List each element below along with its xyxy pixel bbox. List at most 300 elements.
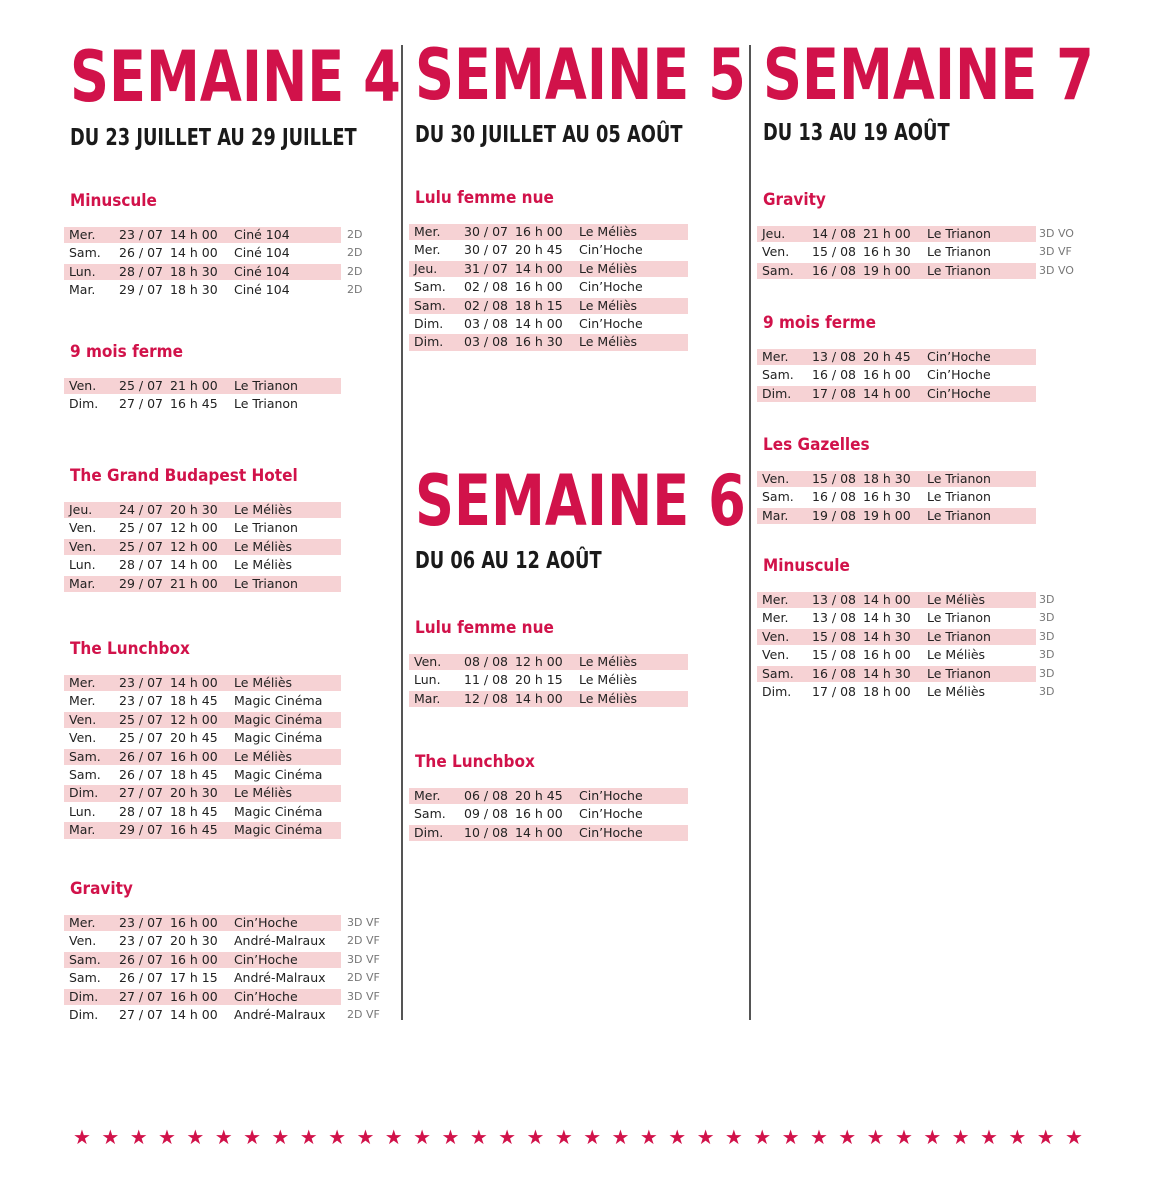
showtime-row	[409, 223, 748, 241]
showtime-date: 29 / 07	[119, 575, 163, 591]
week-date-range: DU 30 JUILLET AU 05 AOÛT	[415, 122, 683, 148]
showtime-time: 16 h 00	[863, 367, 911, 383]
showtime-time: 20 h 45	[515, 242, 563, 258]
showtime-venue: Le Trianon	[234, 396, 298, 412]
showtime-venue: Le Méliès	[234, 748, 293, 764]
showtime-time: 16 h 00	[170, 915, 218, 930]
showtime-time: 21 h 00	[170, 575, 218, 591]
showtime-day: Mer.	[69, 227, 96, 242]
showtime-day: Sam.	[414, 279, 446, 295]
showtime-list	[409, 223, 748, 352]
showtime-time: 20 h 30	[170, 502, 218, 517]
week-date-range: DU 13 AU 19 AOÛT	[763, 120, 950, 146]
showtime-time: 16 h 45	[170, 396, 218, 412]
showtime-venue: Cin’Hoche	[579, 315, 643, 331]
showtime-time: 14 h 00	[863, 592, 911, 607]
film-title: Gravity	[763, 190, 826, 210]
showtime-date: 16 / 08	[812, 262, 856, 278]
showtime-time: 14 h 30	[863, 665, 911, 681]
showtime-time: 14 h 00	[170, 675, 218, 690]
showtime-venue: Ciné 104	[234, 263, 290, 279]
showtime-format: 2D VF	[347, 1007, 380, 1021]
showtime-venue: Magic Cinéma	[234, 822, 323, 838]
showtime-date: 23 / 07	[119, 227, 163, 242]
showtime-time: 16 h 30	[863, 489, 911, 505]
showtime-time: 14 h 00	[170, 227, 218, 242]
star-icon: ★	[639, 1125, 658, 1149]
week-title: SEMAINE 7	[763, 34, 1094, 116]
star-icon: ★	[498, 1125, 517, 1149]
showtime-row	[64, 226, 401, 244]
showtime-day: Ven.	[762, 471, 790, 486]
star-icon: ★	[696, 1125, 715, 1149]
showtime-day: Sam.	[69, 951, 101, 967]
showtime-day: Lun.	[69, 557, 96, 573]
showtime-row	[409, 315, 748, 333]
showtime-venue: Le Trianon	[927, 507, 991, 523]
star-icon: ★	[441, 1125, 460, 1149]
showtime-time: 16 h 00	[170, 988, 218, 1004]
showtime-day: Mar.	[414, 690, 441, 706]
showtime-day: Mar.	[762, 507, 789, 523]
showtime-day: Sam.	[69, 766, 101, 782]
showtime-venue: Cin’Hoche	[579, 788, 643, 803]
showtime-date: 25 / 07	[119, 711, 163, 727]
showtime-row	[64, 674, 401, 692]
showtime-day: Ven.	[69, 378, 97, 393]
showtime-list	[757, 225, 1096, 280]
showtime-format: 3D VF	[347, 916, 380, 929]
showtime-date: 23 / 07	[119, 915, 163, 930]
showtime-day: Ven.	[69, 711, 97, 727]
showtime-time: 12 h 00	[515, 654, 563, 669]
showtime-row	[757, 488, 1096, 506]
showtime-row	[757, 470, 1096, 488]
showtime-day: Sam.	[762, 665, 794, 681]
showtime-time: 18 h 30	[863, 471, 911, 486]
film-title: Minuscule	[70, 191, 157, 211]
showtime-venue: Cin’Hoche	[234, 915, 298, 930]
showtime-venue: Le Méliès	[234, 785, 293, 801]
showtime-format: 3D	[1039, 593, 1055, 606]
showtime-venue: Le Méliès	[234, 675, 293, 690]
showtime-time: 18 h 00	[863, 683, 911, 699]
showtime-date: 23 / 07	[119, 693, 163, 709]
star-icon: ★	[554, 1125, 573, 1149]
showtime-day: Lun.	[414, 672, 441, 688]
showtime-row	[757, 683, 1096, 701]
showtime-time: 20 h 30	[170, 785, 218, 801]
showtime-time: 14 h 30	[863, 628, 911, 644]
week-title: SEMAINE 4	[70, 36, 401, 118]
star-icon: ★	[73, 1125, 91, 1149]
showtime-time: 16 h 30	[515, 334, 563, 350]
showtime-date: 25 / 07	[119, 378, 163, 393]
showtime-day: Sam.	[69, 748, 101, 764]
showtime-time: 19 h 00	[863, 507, 911, 523]
film-title: 9 mois ferme	[70, 342, 183, 362]
showtime-venue: Le Trianon	[927, 665, 991, 681]
column-divider-1	[401, 45, 403, 1020]
showtime-time: 14 h 00	[863, 385, 911, 401]
showtime-venue: Le Trianon	[927, 471, 991, 486]
showtime-format: 2D	[347, 228, 363, 241]
showtime-list	[64, 501, 401, 593]
showtime-row	[757, 665, 1096, 683]
showtime-date: 30 / 07	[464, 242, 508, 258]
showtime-time: 20 h 45	[863, 349, 911, 364]
showtime-list	[64, 377, 401, 414]
showtime-date: 27 / 07	[119, 396, 163, 412]
star-icon: ★	[328, 1125, 347, 1149]
showtime-date: 30 / 07	[464, 224, 508, 239]
showtime-row	[757, 348, 1096, 366]
showtime-row	[409, 278, 748, 296]
showtime-time: 17 h 15	[170, 970, 218, 986]
showtime-row	[757, 628, 1096, 646]
showtime-date: 15 / 08	[812, 647, 856, 663]
showtime-day: Mer.	[414, 242, 441, 258]
showtime-time: 12 h 00	[170, 538, 218, 554]
showtime-day: Jeu.	[762, 226, 786, 241]
showtime-time: 19 h 00	[863, 262, 911, 278]
showtime-venue: Le Méliès	[234, 502, 293, 517]
showtime-date: 27 / 07	[119, 785, 163, 801]
showtime-format: 3D VF	[347, 952, 380, 966]
film-title: Les Gazelles	[763, 435, 870, 455]
showtime-row	[64, 803, 401, 821]
showtime-date: 11 / 08	[464, 672, 508, 688]
showtime-time: 18 h 45	[170, 766, 218, 782]
showtime-date: 25 / 07	[119, 730, 163, 746]
showtime-venue: Le Méliès	[234, 538, 293, 554]
showtime-venue: Le Méliès	[579, 260, 638, 276]
showtime-date: 27 / 07	[119, 988, 163, 1004]
showtime-row	[757, 262, 1096, 280]
showtime-row	[64, 748, 401, 766]
showtime-venue: Le Méliès	[579, 297, 638, 313]
showtime-day: Sam.	[762, 262, 794, 278]
star-divider	[73, 1127, 1083, 1147]
showtime-row	[757, 591, 1096, 609]
showtime-day: Lun.	[69, 263, 96, 279]
showtime-day: Sam.	[762, 367, 794, 383]
star-icon: ★	[413, 1125, 432, 1149]
showtime-row	[757, 507, 1096, 525]
showtime-date: 26 / 07	[119, 766, 163, 782]
showtime-row	[757, 385, 1096, 403]
showtime-venue: Ciné 104	[234, 227, 290, 242]
star-icon: ★	[668, 1125, 687, 1149]
showtime-row	[757, 609, 1096, 627]
showtime-time: 14 h 00	[170, 557, 218, 573]
showtime-row	[64, 932, 401, 950]
film-title: Lulu femme nue	[415, 618, 554, 638]
showtime-list	[64, 914, 401, 1024]
showtime-row	[64, 711, 401, 729]
showtime-time: 12 h 00	[170, 520, 218, 536]
showtime-date: 14 / 08	[812, 226, 856, 241]
showtime-time: 16 h 00	[863, 647, 911, 663]
showtime-venue: Cin’Hoche	[927, 349, 991, 364]
star-icon: ★	[781, 1125, 800, 1149]
showtime-day: Ven.	[69, 730, 97, 746]
showtime-time: 14 h 00	[170, 245, 218, 261]
showtime-day: Sam.	[69, 245, 101, 261]
showtime-date: 26 / 07	[119, 245, 163, 261]
showtime-format: 2D	[347, 264, 363, 278]
showtime-row	[64, 766, 401, 784]
showtime-time: 20 h 15	[515, 672, 563, 688]
showtime-venue: Le Méliès	[579, 672, 638, 688]
showtime-day: Dim.	[414, 334, 444, 350]
showtime-time: 18 h 30	[170, 282, 218, 298]
showtime-day: Ven.	[414, 654, 442, 669]
star-icon: ★	[724, 1125, 743, 1149]
showtime-day: Ven.	[762, 244, 790, 260]
star-icon: ★	[243, 1125, 261, 1149]
showtime-venue: Le Trianon	[927, 244, 991, 260]
showtime-time: 18 h 15	[515, 297, 563, 313]
showtime-row	[409, 297, 748, 315]
star-icon: ★	[951, 1125, 970, 1149]
showtime-format: 3D	[1039, 648, 1055, 662]
star-icon: ★	[158, 1125, 176, 1149]
showtime-day: Mer.	[762, 592, 789, 607]
showtime-venue: Le Méliès	[927, 647, 986, 663]
showtime-day: Ven.	[762, 628, 790, 644]
showtime-time: 18 h 45	[170, 693, 218, 709]
showtime-venue: Ciné 104	[234, 245, 290, 261]
star-icon: ★	[356, 1125, 375, 1149]
showtime-time: 14 h 00	[170, 1006, 218, 1022]
showtime-venue: Le Méliès	[927, 592, 986, 607]
showtime-date: 08 / 08	[464, 654, 508, 669]
showtime-time: 16 h 00	[170, 951, 218, 967]
showtime-venue: Le Méliès	[579, 224, 638, 239]
showtime-time: 14 h 00	[515, 824, 563, 840]
showtime-date: 26 / 07	[119, 970, 163, 986]
star-icon: ★	[129, 1125, 148, 1149]
showtime-day: Dim.	[69, 785, 99, 801]
showtime-list	[757, 591, 1096, 701]
showtime-row	[409, 241, 748, 259]
showtime-date: 16 / 08	[812, 367, 856, 383]
showtime-date: 15 / 08	[812, 628, 856, 644]
film-title: Minuscule	[763, 556, 850, 576]
showtime-date: 02 / 08	[464, 279, 508, 295]
showtime-time: 18 h 30	[170, 263, 218, 279]
showtime-date: 13 / 08	[812, 592, 856, 607]
showtime-row	[409, 690, 748, 708]
showtime-day: Dim.	[414, 824, 444, 840]
column-divider-2	[749, 45, 751, 1020]
showtime-time: 14 h 30	[863, 610, 911, 626]
film-title: Gravity	[70, 879, 133, 899]
star-icon: ★	[101, 1125, 120, 1149]
showtime-date: 10 / 08	[464, 824, 508, 840]
showtime-date: 26 / 07	[119, 748, 163, 764]
showtime-day: Ven.	[762, 647, 790, 663]
showtime-day: Mar.	[69, 822, 96, 838]
showtime-row	[64, 969, 401, 987]
showtime-day: Dim.	[762, 385, 792, 401]
showtime-venue: Le Trianon	[927, 226, 991, 241]
showtime-date: 12 / 08	[464, 690, 508, 706]
showtime-day: Mar.	[69, 575, 96, 591]
showtime-time: 16 h 30	[863, 244, 911, 260]
star-icon: ★	[980, 1125, 998, 1149]
showtime-format: 3D VF	[1039, 245, 1072, 259]
showtime-row	[64, 263, 401, 281]
showtime-day: Ven.	[69, 520, 97, 536]
star-icon: ★	[866, 1125, 885, 1149]
showtime-list	[409, 653, 748, 708]
showtime-row	[64, 821, 401, 839]
showtime-format: 2D	[347, 283, 363, 297]
showtime-date: 27 / 07	[119, 1006, 163, 1022]
showtime-day: Dim.	[762, 683, 792, 699]
showtime-format: 2D VF	[347, 934, 380, 948]
showtime-day: Mer.	[414, 224, 441, 239]
showtime-venue: Cin’Hoche	[579, 279, 643, 295]
showtime-date: 13 / 08	[812, 610, 856, 626]
showtime-row	[64, 395, 401, 413]
showtime-date: 16 / 08	[812, 489, 856, 505]
showtime-venue: André-Malraux	[234, 1006, 326, 1022]
showtime-format: 3D	[1039, 684, 1055, 698]
showtime-venue: Le Méliès	[927, 683, 986, 699]
showtime-date: 19 / 08	[812, 507, 856, 523]
showtime-date: 25 / 07	[119, 520, 163, 536]
showtime-venue: André-Malraux	[234, 970, 326, 986]
showtime-date: 17 / 08	[812, 683, 856, 699]
showtime-day: Ven.	[69, 933, 97, 949]
showtime-venue: Cin’Hoche	[927, 385, 991, 401]
showtime-format: 2D	[347, 246, 363, 260]
showtime-row	[409, 787, 748, 805]
showtime-venue: Magic Cinéma	[234, 803, 323, 819]
showtime-date: 31 / 07	[464, 260, 508, 276]
star-icon: ★	[469, 1125, 488, 1149]
showtime-row	[64, 377, 401, 395]
showtime-date: 17 / 08	[812, 385, 856, 401]
showtime-time: 14 h 00	[515, 260, 563, 276]
showtime-venue: Magic Cinéma	[234, 711, 323, 727]
showtime-venue: Ciné 104	[234, 282, 290, 298]
showtime-format: 3D	[1039, 611, 1055, 625]
showtime-date: 02 / 08	[464, 297, 508, 313]
star-icon: ★	[894, 1125, 913, 1149]
showtime-venue: Le Trianon	[234, 520, 298, 536]
showtime-row	[64, 575, 401, 593]
showtime-row	[409, 805, 748, 823]
showtime-venue: Le Trianon	[927, 489, 991, 505]
showtime-venue: André-Malraux	[234, 933, 326, 949]
showtime-date: 25 / 07	[119, 538, 163, 554]
film-title: The Lunchbox	[70, 639, 190, 659]
showtime-day: Sam.	[69, 970, 101, 986]
showtime-venue: Le Trianon	[927, 262, 991, 278]
film-title: The Lunchbox	[415, 752, 535, 772]
showtime-time: 20 h 30	[170, 933, 218, 949]
film-title: The Grand Budapest Hotel	[70, 466, 298, 486]
showtime-date: 06 / 08	[464, 788, 508, 803]
showtime-day: Sam.	[414, 297, 446, 313]
showtime-date: 26 / 07	[119, 951, 163, 967]
showtime-day: Ven.	[69, 538, 97, 554]
showtime-day: Mer.	[69, 915, 96, 930]
showtime-day: Sam.	[414, 806, 446, 822]
showtime-row	[409, 260, 748, 278]
showtime-format: 2D VF	[347, 971, 380, 985]
showtime-venue: Cin’Hoche	[579, 806, 643, 822]
showtime-time: 21 h 00	[170, 378, 218, 393]
star-icon: ★	[271, 1125, 290, 1149]
showtime-time: 14 h 00	[515, 315, 563, 331]
showtime-date: 29 / 07	[119, 822, 163, 838]
showtime-venue: Le Trianon	[927, 610, 991, 626]
star-icon: ★	[1008, 1125, 1027, 1149]
showtime-row	[64, 281, 401, 299]
showtime-list	[757, 348, 1096, 403]
showtime-day: Dim.	[69, 396, 99, 412]
star-icon: ★	[583, 1125, 602, 1149]
showtime-time: 20 h 45	[515, 788, 563, 803]
showtime-venue: Magic Cinéma	[234, 730, 323, 746]
showtime-row	[64, 501, 401, 519]
showtime-venue: Magic Cinéma	[234, 766, 323, 782]
star-icon: ★	[526, 1125, 545, 1149]
star-icon: ★	[611, 1125, 630, 1149]
showtime-time: 12 h 00	[170, 711, 218, 727]
showtime-row	[64, 988, 401, 1006]
showtime-time: 16 h 45	[170, 822, 218, 838]
showtime-date: 13 / 08	[812, 349, 856, 364]
showtime-date: 28 / 07	[119, 263, 163, 279]
film-title: Lulu femme nue	[415, 188, 554, 208]
showtime-row	[757, 646, 1096, 664]
film-title: 9 mois ferme	[763, 313, 876, 333]
showtime-list	[64, 226, 401, 300]
showtime-row	[64, 784, 401, 802]
showtime-date: 03 / 08	[464, 334, 508, 350]
showtime-venue: Le Méliès	[579, 334, 638, 350]
showtime-day: Dim.	[414, 315, 444, 331]
showtime-day: Mer.	[762, 610, 789, 626]
showtime-format: 3D VO	[1039, 227, 1074, 240]
showtime-row	[757, 366, 1096, 384]
showtime-time: 16 h 00	[515, 806, 563, 822]
star-icon: ★	[384, 1125, 403, 1149]
showtime-time: 16 h 00	[515, 224, 563, 239]
week-title: SEMAINE 5	[415, 34, 746, 116]
showtime-row	[757, 225, 1096, 243]
showtime-time: 18 h 45	[170, 803, 218, 819]
star-icon: ★	[214, 1125, 233, 1149]
showtime-row	[409, 824, 748, 842]
showtime-venue: Le Méliès	[234, 557, 293, 573]
showtime-venue: Cin’Hoche	[234, 951, 298, 967]
showtime-row	[64, 538, 401, 556]
showtime-day: Mer.	[69, 675, 96, 690]
showtime-day: Mer.	[414, 788, 441, 803]
showtime-row	[64, 244, 401, 262]
showtime-date: 29 / 07	[119, 282, 163, 298]
showtime-format: 3D	[1039, 666, 1055, 680]
showtime-time: 14 h 00	[515, 690, 563, 706]
star-icon: ★	[1065, 1125, 1083, 1149]
